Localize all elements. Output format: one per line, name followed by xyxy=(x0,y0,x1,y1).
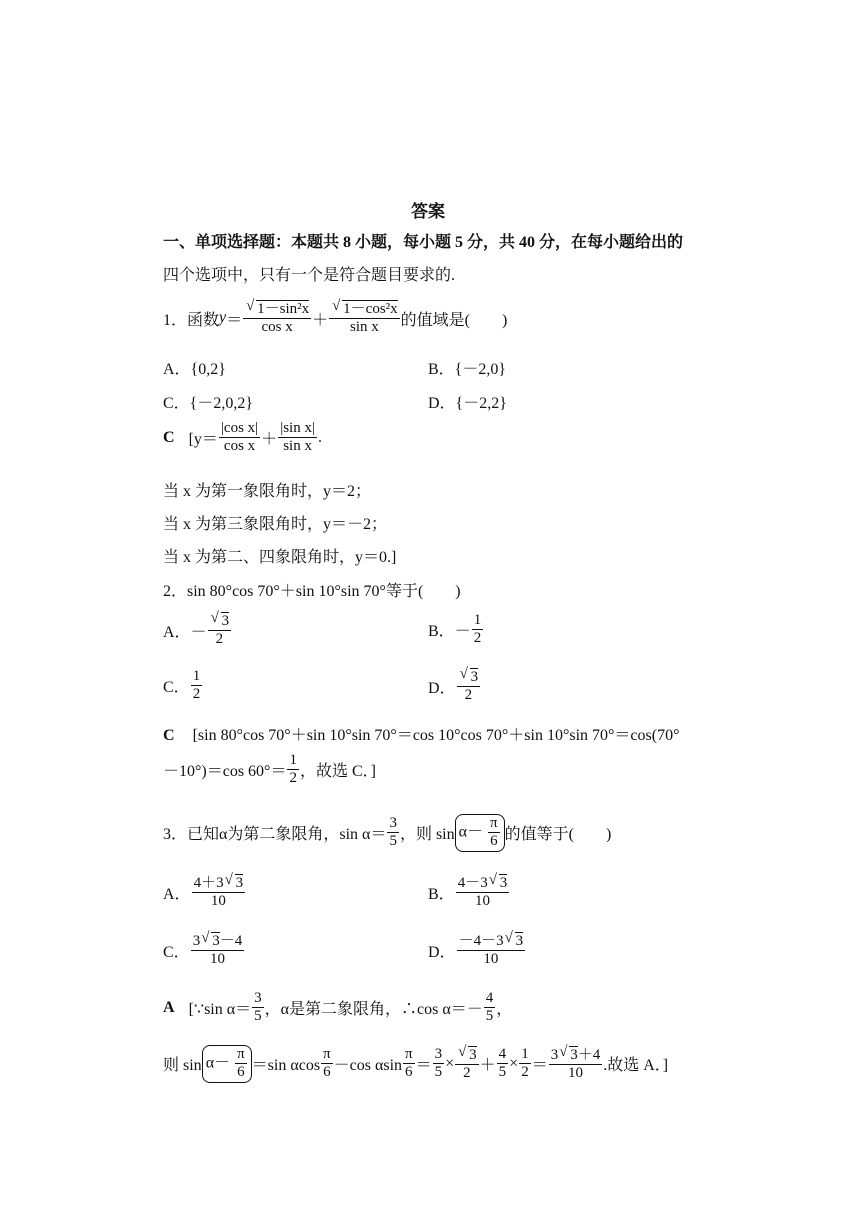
q3-sol2-f1 xyxy=(321,1046,333,1082)
q3-sol2-f3d: 5 xyxy=(434,1064,443,1081)
q3-option-b xyxy=(428,874,510,911)
q3-sol1-end: ， xyxy=(496,1001,513,1019)
page-title: 答案 xyxy=(411,202,445,221)
section-line1: 一、单项选择题：本题共 8 小题，每小题 5 分，共 40 分，在每小题给出的 xyxy=(163,234,684,251)
q2-sol2-post: ，故选 C．] xyxy=(299,763,376,781)
q3-option-c xyxy=(163,932,245,969)
q3-d-rad: √ 3 xyxy=(515,932,524,950)
q1-sol-line3: 当 x 为第二、四象限角时，y＝0.] xyxy=(163,549,397,566)
q1-prefix: 1．函数 xyxy=(163,311,220,329)
q1-stem xyxy=(163,300,507,337)
q2-d-den: 2 xyxy=(464,687,473,704)
q3-sol2-f2 xyxy=(403,1046,415,1082)
q2-b-frac xyxy=(472,612,484,648)
q3-sol1-mid: ，α是第二象限角，∴cos α＝－ xyxy=(264,1001,483,1019)
q1-option-a: A．{0,2} xyxy=(163,361,226,378)
q3-sol2-plus: ＋ xyxy=(479,1057,496,1075)
q1-sol-open: [y＝ xyxy=(188,431,218,449)
q3-c-den: 10 xyxy=(209,951,225,968)
q2-a-den: 2 xyxy=(215,631,224,648)
q2-b-num: 1 xyxy=(472,612,484,630)
q3-sol2-end: .故选 A．] xyxy=(603,1057,669,1075)
q3-sol2-f4d: 2 xyxy=(463,1064,471,1081)
q3-stem-pre: 3．已知α为第二象限角，sin α＝ xyxy=(163,826,387,844)
q3-d-den: 10 xyxy=(483,951,499,968)
q1-sol-line2: 当 x 为第三象限角时，y＝－2； xyxy=(163,516,388,533)
q1-suffix: 的值域是( ) xyxy=(400,311,508,329)
q3-sol2-f3n: 3 xyxy=(433,1046,445,1064)
q3-sol1-den2: 5 xyxy=(485,1008,494,1025)
q2-stem: 2．sin 80°cos 70°＋sin 10°sin 70°等于( ) xyxy=(163,583,461,600)
q3-c-tail: －4 xyxy=(219,933,243,949)
q3-sol2-f5d: 5 xyxy=(498,1064,507,1081)
q3-option-a xyxy=(163,874,246,911)
q2-sol2-frac xyxy=(287,752,299,788)
q1-option-c: C．{－2,0,2} xyxy=(163,395,254,412)
q3-stem-mid: ，则 sin xyxy=(399,826,455,844)
q1-frac1-den: cos x xyxy=(261,319,293,336)
q3-sol2-b: －cos αsin xyxy=(333,1057,403,1075)
q3-a-frac xyxy=(192,874,246,911)
q2-a-frac xyxy=(208,612,232,649)
q3-sol2-paren-pre: α－ xyxy=(205,1054,231,1072)
q1-plus: ＋ xyxy=(312,311,329,329)
q3-b-rad: √ 3 xyxy=(499,874,508,892)
q2-option-a xyxy=(163,612,232,649)
q2-solution-line2 xyxy=(163,752,376,788)
q2-solution-line1 xyxy=(163,722,679,745)
q3-sol2-f2d: 6 xyxy=(405,1064,413,1081)
q3-sol2-pre: 则 sin xyxy=(163,1057,202,1075)
q3-a-num: 4＋3 xyxy=(193,875,224,891)
q2-c-den: 2 xyxy=(192,686,201,703)
section-heading xyxy=(163,229,683,252)
q3-sol2-paren xyxy=(202,1045,252,1083)
q2-d-label: D． xyxy=(428,679,456,697)
q3-sol1-den: 5 xyxy=(254,1008,262,1025)
q3-sol2-f6d: 2 xyxy=(521,1064,529,1081)
q3-b-label: B． xyxy=(428,885,455,903)
q3-sol2-f5n: 4 xyxy=(497,1046,509,1064)
q3-sol2-times2: × xyxy=(509,1054,519,1072)
q2-option-c xyxy=(163,668,203,704)
q1-option-d: D．{－2,2} xyxy=(428,395,507,412)
q3-stem xyxy=(163,814,611,852)
q3-c-frac xyxy=(191,932,245,969)
q1-answer: C xyxy=(163,428,175,446)
q2-option-d xyxy=(428,668,481,705)
q3-sol2-f4 xyxy=(455,1046,479,1083)
q1-sol-frac2 xyxy=(278,420,317,456)
q3-a-den: 10 xyxy=(210,893,226,910)
q2-sol2-den: 2 xyxy=(289,770,297,787)
q1-sol-frac1-num: |cos x| xyxy=(219,420,260,438)
q3-solution-line2 xyxy=(163,1045,668,1083)
q3-sol2-f7n: 3 xyxy=(550,1046,559,1063)
q3-stem-frac xyxy=(387,815,399,851)
q3-sol1-num2: 4 xyxy=(484,990,496,1008)
q3-d-frac xyxy=(457,932,526,969)
q3-stem-post: 的值等于( ) xyxy=(504,826,612,844)
q3-sol2-f7t: ＋4 xyxy=(577,1046,601,1063)
q1-solution xyxy=(163,420,322,456)
q3-answer: A xyxy=(163,998,175,1016)
section-heading-2: 四个选项中，只有一个是符合题目要求的. xyxy=(163,267,456,284)
q2-a-label: A．－ xyxy=(163,623,207,641)
q3-sol2-f2n: π xyxy=(403,1046,415,1064)
q3-sol2-c: ＝ xyxy=(415,1057,432,1075)
q2-d-frac xyxy=(457,668,481,705)
q3-sol1-frac1 xyxy=(252,990,264,1026)
q2-sol1: [sin 80°cos 70°＋sin 10°sin 70°＝cos 10°cos 70°＋sin 10°sin 70°＝cos(70° xyxy=(192,727,680,744)
q1-y: y xyxy=(219,309,227,327)
q3-d-num: －4－3 xyxy=(458,933,504,949)
q1-sol-frac1-den: cos x xyxy=(223,438,256,455)
q1-sol-plus: ＋ xyxy=(261,431,278,449)
q2-c-num: 1 xyxy=(191,668,203,686)
q2-sol2-pre: －10°)＝cos 60°＝ xyxy=(163,763,287,781)
q3-sol2-f5 xyxy=(497,1046,509,1082)
q3-paren-den: 6 xyxy=(490,833,498,850)
q3-c-rad: √ 3 xyxy=(211,932,220,950)
q3-b-num: 4－3 xyxy=(457,875,488,891)
q1-option-b: B．{－2,0} xyxy=(428,361,507,378)
q1-sol-frac2-num: |sin x| xyxy=(278,420,317,438)
q1-frac1-num: √ 1－sin²x xyxy=(256,300,309,318)
q2-b-den: 2 xyxy=(473,630,482,647)
q3-sol1-pre: [∵sin α＝ xyxy=(188,1001,252,1019)
q3-a-rad: √ 3 xyxy=(235,874,244,892)
q3-sol2-f6n: 1 xyxy=(519,1046,531,1064)
q1-sol-frac2-den: sin x xyxy=(283,438,312,455)
q3-b-frac xyxy=(456,874,510,911)
q3-sol2-f7 xyxy=(549,1046,603,1083)
q1-sol-end: . xyxy=(317,428,322,446)
q2-b-label: B．－ xyxy=(428,623,471,641)
q2-option-b xyxy=(428,612,484,648)
q3-c-num: 3 xyxy=(192,933,201,949)
q3-stem-den: 5 xyxy=(389,833,397,850)
q1-sol-line1: 当 x 为第一象限角时，y＝2； xyxy=(163,483,372,500)
q3-sol2-f7d: 10 xyxy=(567,1064,583,1081)
q3-d-label: D． xyxy=(428,943,456,961)
q3-paren-num: π xyxy=(488,815,500,833)
q3-sol2-f7r: √ 3 xyxy=(569,1046,578,1064)
q3-sol2-pn: π xyxy=(235,1046,247,1064)
q1-eq: ＝ xyxy=(226,311,243,329)
q2-answer: C xyxy=(163,727,175,744)
q3-a-label: A． xyxy=(163,885,191,903)
q1-frac2 xyxy=(329,300,400,337)
q1-frac2-num: √ 1－cos²x xyxy=(342,300,398,318)
q2-c-frac xyxy=(191,668,203,704)
q2-d-num: √ 3 xyxy=(470,668,479,686)
q3-paren-pre: α－ xyxy=(458,823,484,841)
q3-sol2-times1: × xyxy=(445,1054,455,1072)
q3-sol1-frac2 xyxy=(484,990,496,1026)
q3-option-d xyxy=(428,932,526,969)
q2-sol2-num: 1 xyxy=(287,752,299,770)
q3-sol2-f6 xyxy=(519,1046,531,1082)
q2-a-num: √ 3 xyxy=(221,612,230,630)
q3-sol2-pd: 6 xyxy=(237,1064,245,1081)
q3-stem-num: 3 xyxy=(387,815,399,833)
q3-sol2-eq: ＝ xyxy=(531,1057,548,1075)
q1-sol-frac1 xyxy=(219,420,260,456)
q3-solution-line1 xyxy=(163,990,512,1026)
q2-c-label: C． xyxy=(163,679,190,697)
q3-b-den: 10 xyxy=(474,893,490,910)
q3-sol1-num: 3 xyxy=(252,990,264,1008)
q1-frac2-den: sin x xyxy=(350,319,379,336)
q1-frac1 xyxy=(243,300,311,337)
q3-sol2-f1d: 6 xyxy=(323,1064,331,1081)
q3-stem-paren xyxy=(455,814,505,852)
q3-sol2-a: ＝sin αcos xyxy=(251,1057,321,1075)
q3-c-label: C． xyxy=(163,943,190,961)
q3-sol2-f4r: √ 3 xyxy=(468,1046,477,1064)
q3-sol2-f3 xyxy=(433,1046,445,1082)
q3-sol2-f1n: π xyxy=(321,1046,333,1064)
